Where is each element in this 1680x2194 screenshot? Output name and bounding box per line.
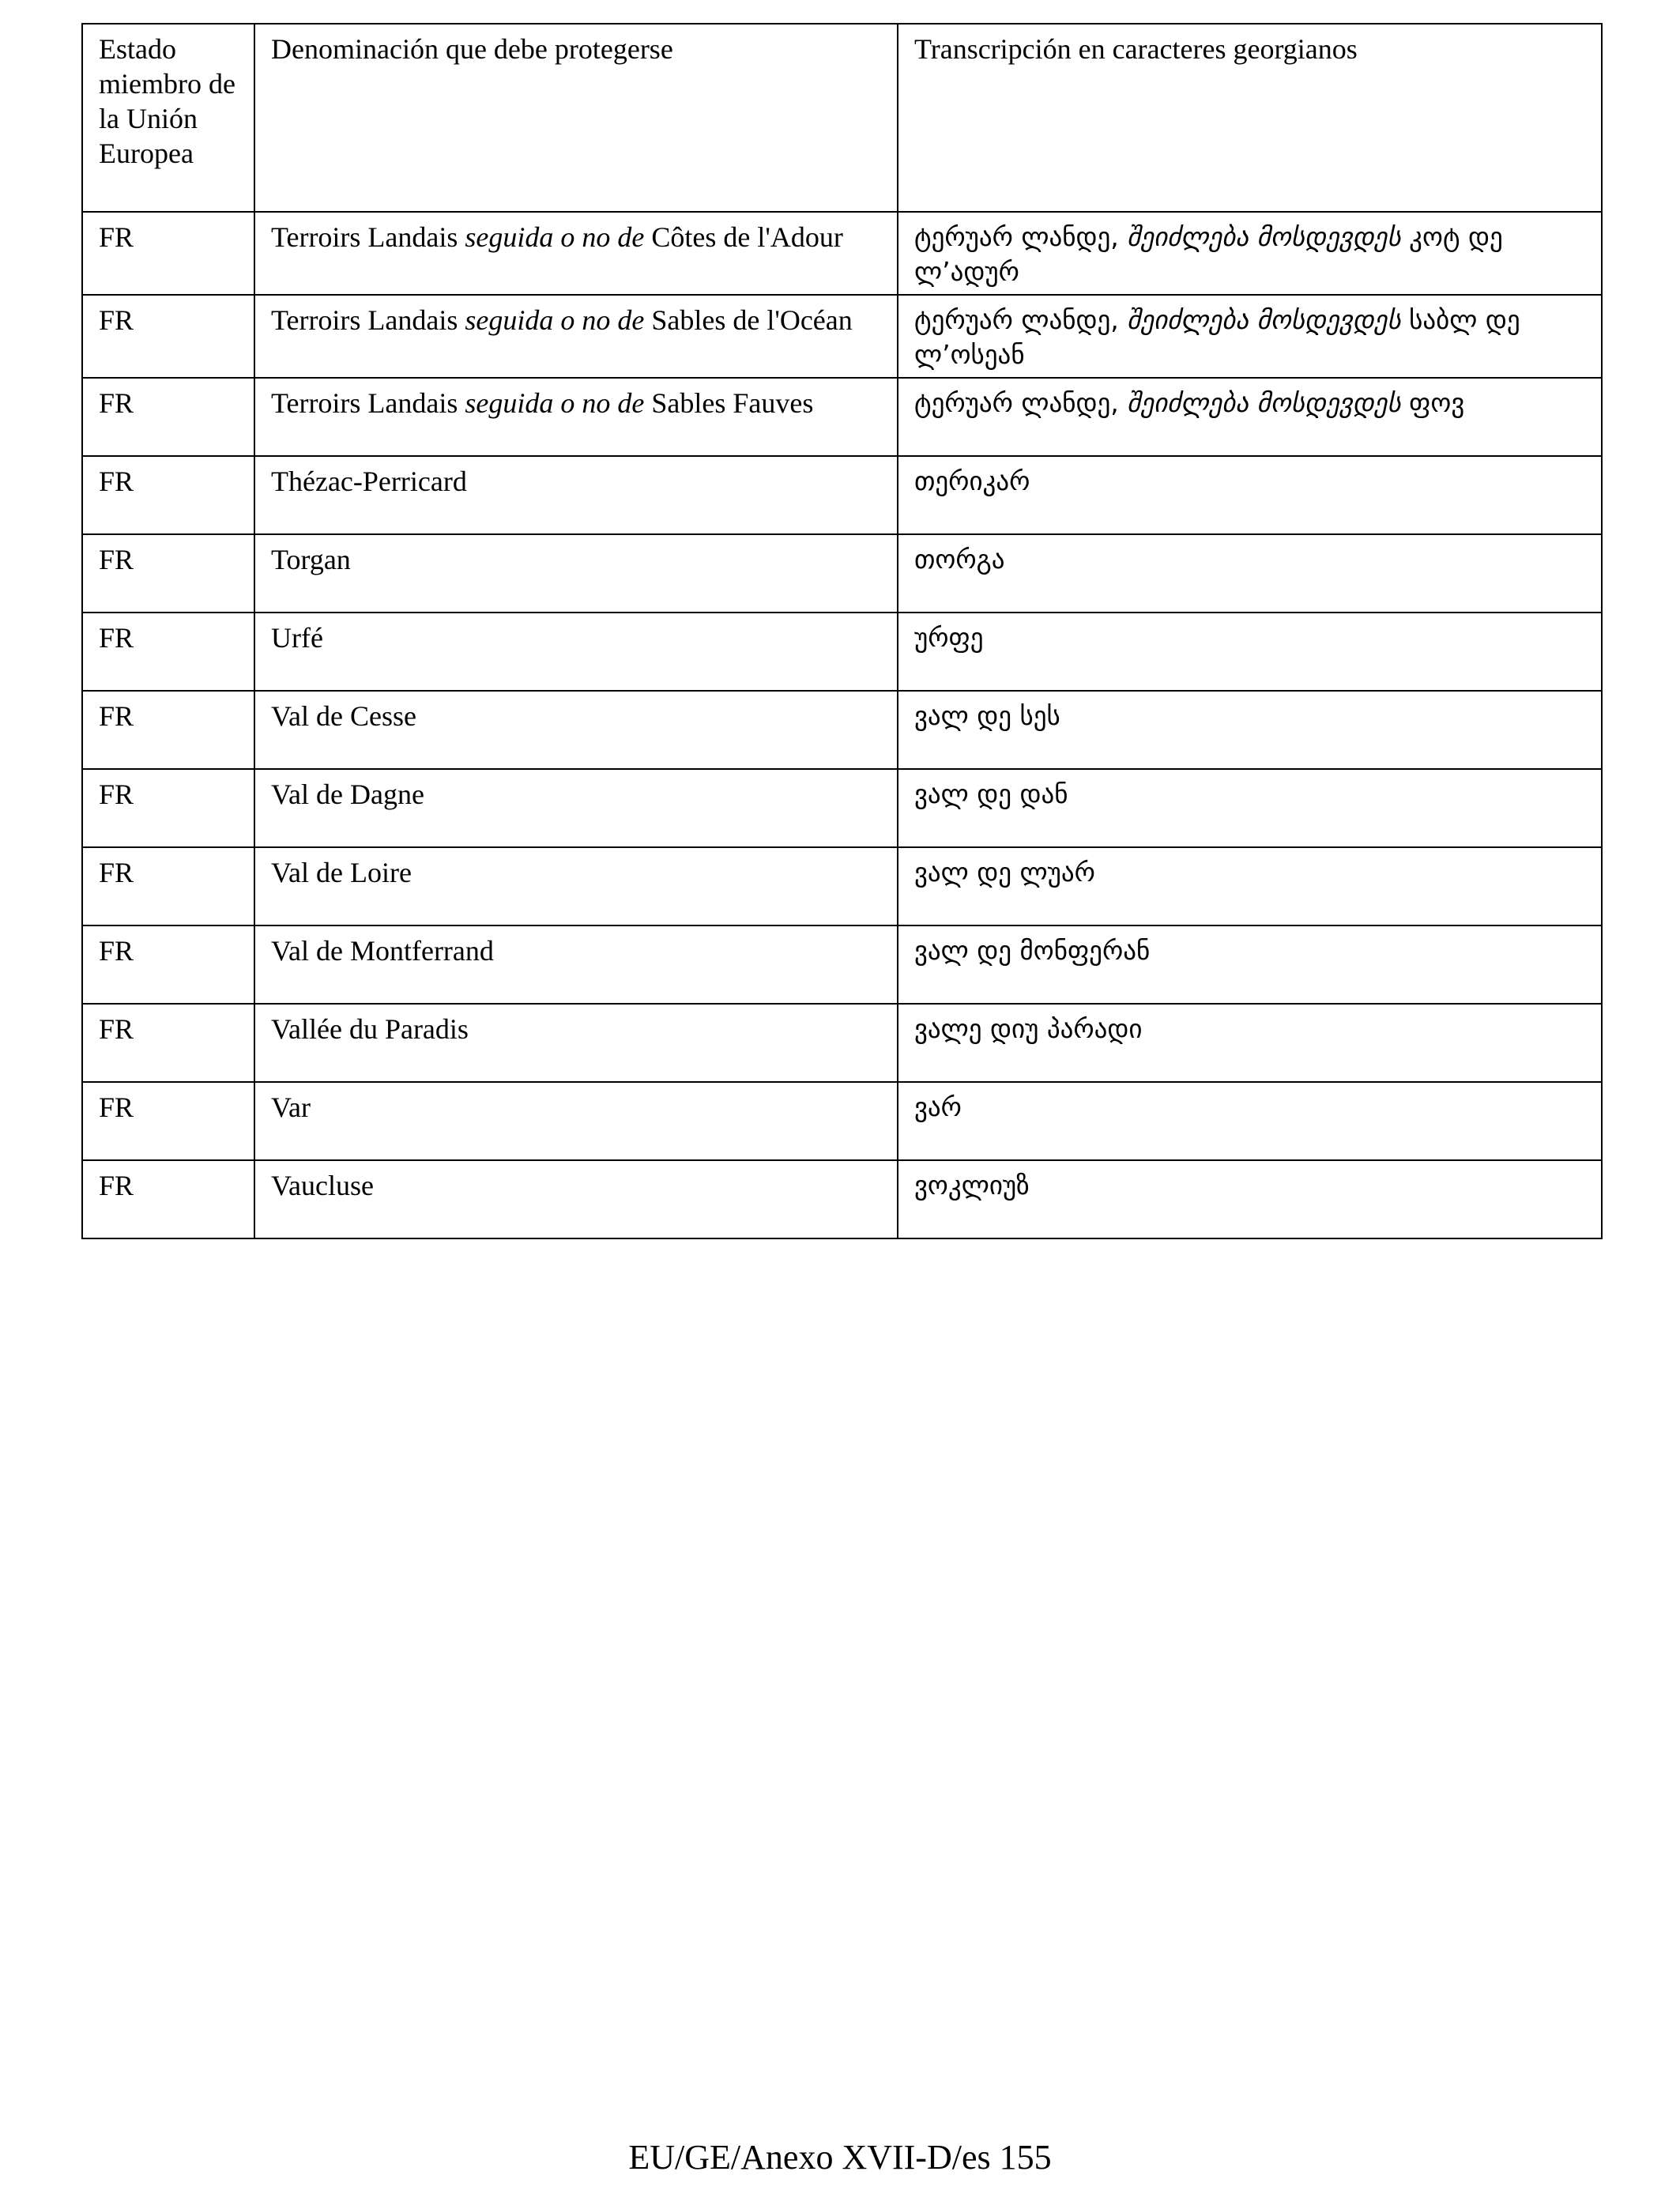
denomination-cell: Val de Loire xyxy=(254,847,898,925)
table-row xyxy=(82,1160,1602,1238)
denomination-cell: Thézac-Perricard xyxy=(254,456,898,534)
page-footer-reference: EU/GE/Anexo XVII-D/es 155 xyxy=(628,2138,1052,2177)
transcription-cell: ვალე დიუ პარადი xyxy=(898,1004,1602,1082)
transcription-cell: ვოკლიუზ xyxy=(898,1160,1602,1238)
member-state-cell: FR xyxy=(82,925,254,1004)
member-state-cell: FR xyxy=(82,613,254,691)
denomination-cell: Vaucluse xyxy=(254,1160,898,1238)
table-row xyxy=(82,295,1602,378)
member-state-cell: FR xyxy=(82,378,254,456)
member-state-cell: FR xyxy=(82,295,254,378)
member-state-cell: FR xyxy=(82,1004,254,1082)
table-row xyxy=(82,925,1602,1004)
member-state-cell: FR xyxy=(82,691,254,769)
transcription-cell: ვალ დე დან xyxy=(898,769,1602,847)
denomination-cell: Val de Cesse xyxy=(254,691,898,769)
transcription-cell: თერიკარ xyxy=(898,456,1602,534)
table-row xyxy=(82,378,1602,456)
transcription-cell: ვალ დე სეს xyxy=(898,691,1602,769)
member-state-cell: FR xyxy=(82,456,254,534)
transcription-cell: ვალ დე ლუარ xyxy=(898,847,1602,925)
transcription-cell: ვალ დე მონფერან xyxy=(898,925,1602,1004)
table-header-row xyxy=(82,24,1602,212)
member-state-cell: FR xyxy=(82,1160,254,1238)
transcription-cell: ტერუარ ლანდე, შეიძლება მოსდევდეს კოტ დე ლ’ადურ xyxy=(898,212,1602,295)
member-state-cell: FR xyxy=(82,534,254,613)
denomination-cell: Val de Montferrand xyxy=(254,925,898,1004)
transcription-cell: ურფე xyxy=(898,613,1602,691)
table-row xyxy=(82,1004,1602,1082)
denomination-cell: Terroirs Landais seguida o no de Sables Fauves xyxy=(254,378,898,456)
member-state-cell: FR xyxy=(82,1082,254,1160)
transcription-cell: თორგა xyxy=(898,534,1602,613)
table-row xyxy=(82,613,1602,691)
denomination-cell: Terroirs Landais seguida o no de Côtes de l'Adour xyxy=(254,212,898,295)
transcription-cell: ტერუარ ლანდე, შეიძლება მოსდევდეს საბლ დე ლ’ოსეან xyxy=(898,295,1602,378)
member-state-cell: FR xyxy=(82,769,254,847)
denomination-cell: Torgan xyxy=(254,534,898,613)
table-row xyxy=(82,691,1602,769)
denomination-cell: Var xyxy=(254,1082,898,1160)
denomination-cell: Urfé xyxy=(254,613,898,691)
table-row xyxy=(82,847,1602,925)
denomination-cell: Terroirs Landais seguida o no de Sables de l'Océan xyxy=(254,295,898,378)
member-state-cell: FR xyxy=(82,847,254,925)
header-denomination: Denominación que debe protegerse xyxy=(254,24,898,212)
table-row xyxy=(82,1082,1602,1160)
table-row xyxy=(82,534,1602,613)
denomination-cell: Val de Dagne xyxy=(254,769,898,847)
table-row xyxy=(82,212,1602,295)
header-member-state: Estado miembro de la Unión Europea xyxy=(82,24,254,212)
transcription-cell: ტერუარ ლანდე, შეიძლება მოსდევდეს ფოვ xyxy=(898,378,1602,456)
table-row xyxy=(82,769,1602,847)
table-row xyxy=(82,456,1602,534)
denomination-cell: Vallée du Paradis xyxy=(254,1004,898,1082)
member-state-cell: FR xyxy=(82,212,254,295)
denominations-table xyxy=(81,23,1603,1239)
header-transcription: Transcripción en caracteres georgianos xyxy=(898,24,1602,212)
transcription-cell: ვარ xyxy=(898,1082,1602,1160)
